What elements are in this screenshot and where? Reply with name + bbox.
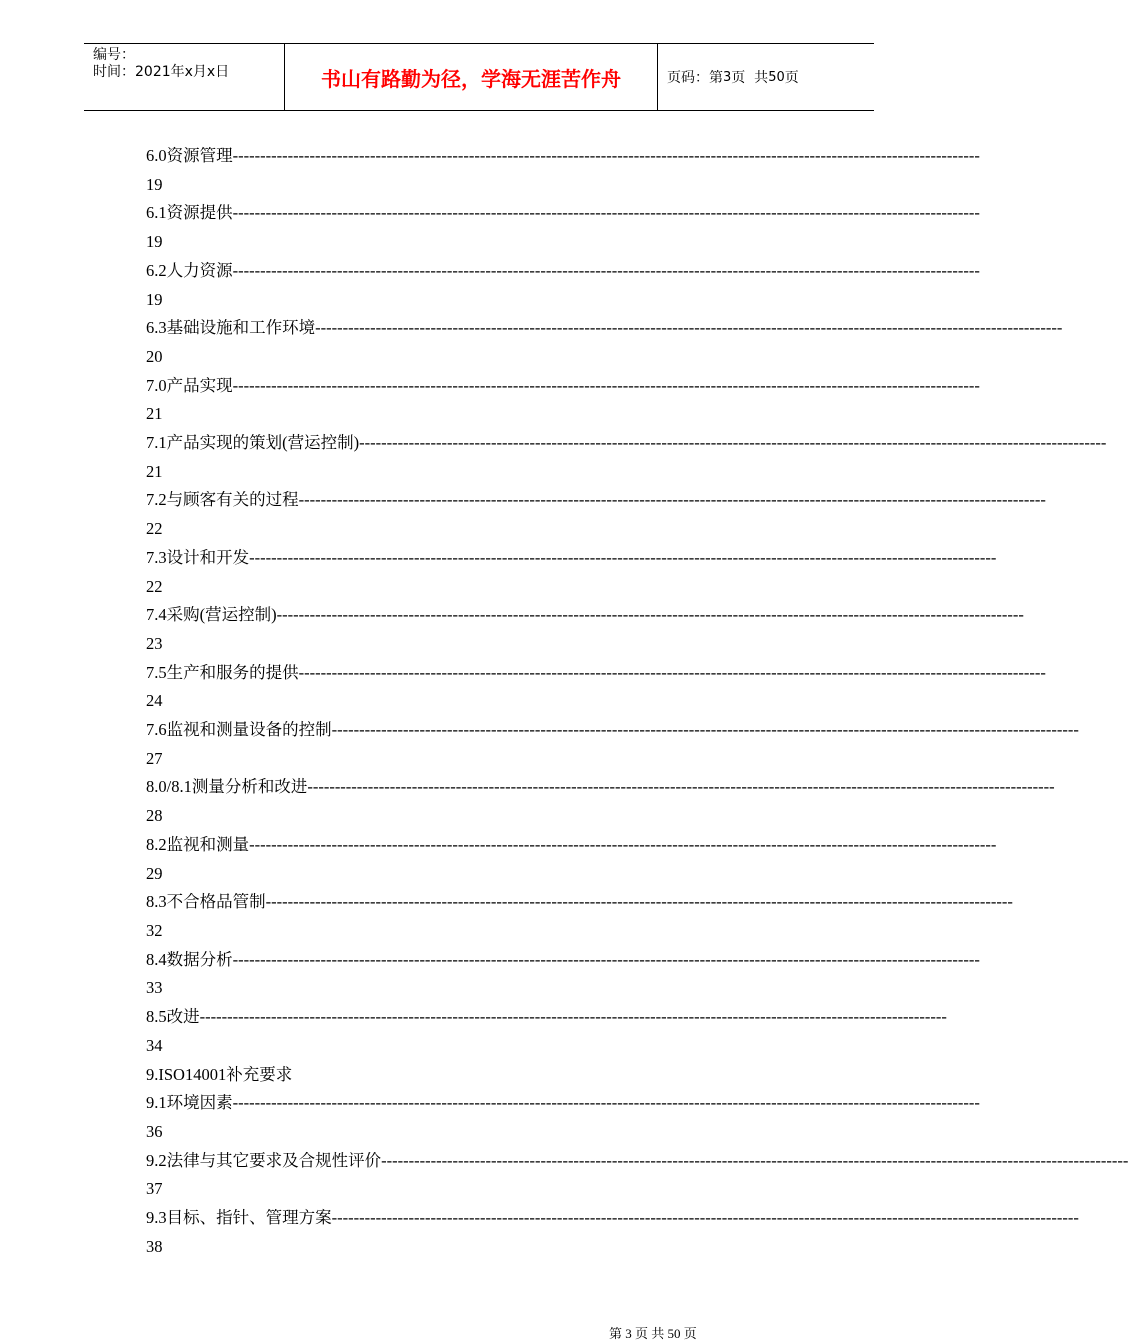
toc-leader: ---------------------------------------------------------------------------------------------------------------------------------------- [232,949,980,969]
toc-entry-title: 7.3设计和开发 [146,547,250,567]
page-header [84,43,874,111]
toc-entry-page: 38 [146,1236,163,1256]
toc-entry-page: 24 [146,691,163,711]
toc-entry [146,659,1046,688]
toc-entry-title: 7.5生产和服务的提供 [146,662,299,682]
toc-entry-page: 21 [146,461,163,481]
header-motto-cell [285,44,658,110]
page-footer: 第 3 页 共 50 页 [609,1326,697,1341]
date-line [93,64,284,81]
toc-leader: ---------------------------------------------------------------------------------------------------------------------------------------- [232,1093,980,1113]
toc-entry [146,429,1107,458]
toc-entry-title: 8.4数据分析 [146,949,233,969]
toc-leader: ---------------------------------------------------------------------------------------------------------------------------------------- [232,203,980,223]
toc-entry-page: 21 [146,404,163,424]
toc-entry-page: 19 [146,289,163,309]
toc-entry-title: 9.2法律与其它要求及合规性评价 [146,1150,382,1170]
toc-entry-page: 22 [146,519,163,539]
toc-entry [146,142,980,171]
toc-entry-title: 8.2监视和测量 [146,834,250,854]
toc-entry [146,716,1079,745]
number-label: 编号： [93,47,135,63]
toc-entry [146,1204,1079,1233]
toc-entry [146,544,997,573]
toc-leader: ---------------------------------------------------------------------------------------------------------------------------------------- [276,605,1024,625]
toc-entry-page: 33 [146,978,163,998]
toc-leader: ---------------------------------------------------------------------------------------------------------------------------------------- [307,777,1055,797]
toc-entry-page: 19 [146,232,163,252]
date-label: 时间： [93,64,135,80]
toc-leader: ---------------------------------------------------------------------------------------------------------------------------------------- [331,1208,1079,1228]
toc-leader: ---------------------------------------------------------------------------------------------------------------------------------------- [298,662,1046,682]
toc-entry-page: 19 [146,174,163,194]
toc-entry [146,314,1063,343]
page-prefix: 第 [709,70,723,86]
toc-leader: ---------------------------------------------------------------------------------------------------------------------------------------- [331,720,1079,740]
toc-entry-title: 6.3基础设施和工作环境 [146,318,316,338]
toc-entry [146,1147,1128,1176]
toc-entry [146,831,997,860]
toc-entry [146,372,980,401]
header-motto: 书山有路勤为径，学海无涯苦作舟 [321,66,621,91]
toc-entry [146,486,1046,515]
toc-entry-title: 6.2人力资源 [146,260,233,280]
toc-entry-page: 36 [146,1121,163,1141]
toc-entry-title: 7.1产品实现的策划(营运控制) [146,433,360,453]
toc-entry-page: 29 [146,863,163,883]
page-total: 50 [768,69,785,85]
page-current: 3 [723,69,732,85]
toc-leader: ---------------------------------------------------------------------------------------------------------------------------------------- [232,260,980,280]
toc-entry-page: 37 [146,1179,163,1199]
toc-entry-title: 9.3目标、指针、管理方案 [146,1208,332,1228]
toc-entry-title: 9.ISO14001补充要求 [146,1064,293,1084]
toc-leader: ---------------------------------------------------------------------------------------------------------------------------------------- [232,375,980,395]
toc-entry-title: 7.2与顾客有关的过程 [146,490,299,510]
toc-entry-page: 28 [146,806,163,826]
toc-entry-page: 27 [146,748,163,768]
toc-entry-page: 34 [146,1035,163,1055]
toc-entry-page: 32 [146,920,163,940]
toc-entry-page: 23 [146,633,163,653]
date-value: 2021年x月x日 [135,64,230,80]
toc-entry [146,601,1024,630]
toc-leader: ---------------------------------------------------------------------------------------------------------------------------------------- [199,1007,947,1027]
header-page-info [658,44,874,110]
toc-entry [146,1089,980,1118]
toc-leader: ---------------------------------------------------------------------------------------------------------------------------------------- [298,490,1046,510]
toc-leader: ---------------------------------------------------------------------------------------------------------------------------------------- [359,433,1107,453]
toc-entry-title: 6.0资源管理 [146,146,233,165]
toc-entry-title: 7.0产品实现 [146,375,233,395]
toc-entry-title: 9.1环境因素 [146,1093,233,1113]
page-mid: 页 共 [731,70,769,86]
page-label: 页码： [667,70,709,86]
toc-entry-title: 8.5改进 [146,1007,200,1027]
toc-entry-page: 20 [146,346,163,366]
toc-leader: ---------------------------------------------------------------------------------------------------------------------------------------- [249,547,997,567]
toc-entry-page: 22 [146,576,163,596]
toc-entry-title: 6.1资源提供 [146,203,233,223]
toc-entry [146,1061,842,1090]
toc-entry-title: 7.4采购(营运控制) [146,605,277,625]
toc-entry [146,1003,947,1032]
toc-leader: ---------------------------------------------------------------------------------------------------------------------------------------- [249,834,997,854]
page-suffix: 页 [784,70,799,86]
toc-leader: ---------------------------------------------------------------------------------------------------------------------------------------- [265,892,1013,912]
toc-entry-title: 7.6监视和测量设备的控制 [146,720,332,740]
toc-leader: ---------------------------------------------------------------------------------------------------------------------------------------- [315,318,1063,338]
toc-leader: ---------------------------------------------------------------------------------------------------------------------------------------- [232,146,980,165]
toc-entry-title: 8.0/8.1测量分析和改进 [146,777,308,797]
toc-entry [146,199,980,228]
toc-leader: ---------------------------------------------------------------------------------------------------------------------------------------- [381,1150,1128,1170]
toc-entry [146,946,980,975]
table-of-contents [146,142,1128,1261]
toc-entry [146,773,1055,802]
header-meta [84,44,285,110]
toc-entry [146,888,1013,917]
toc-entry [146,257,980,286]
toc-entry-title: 8.3不合格品管制 [146,892,266,912]
